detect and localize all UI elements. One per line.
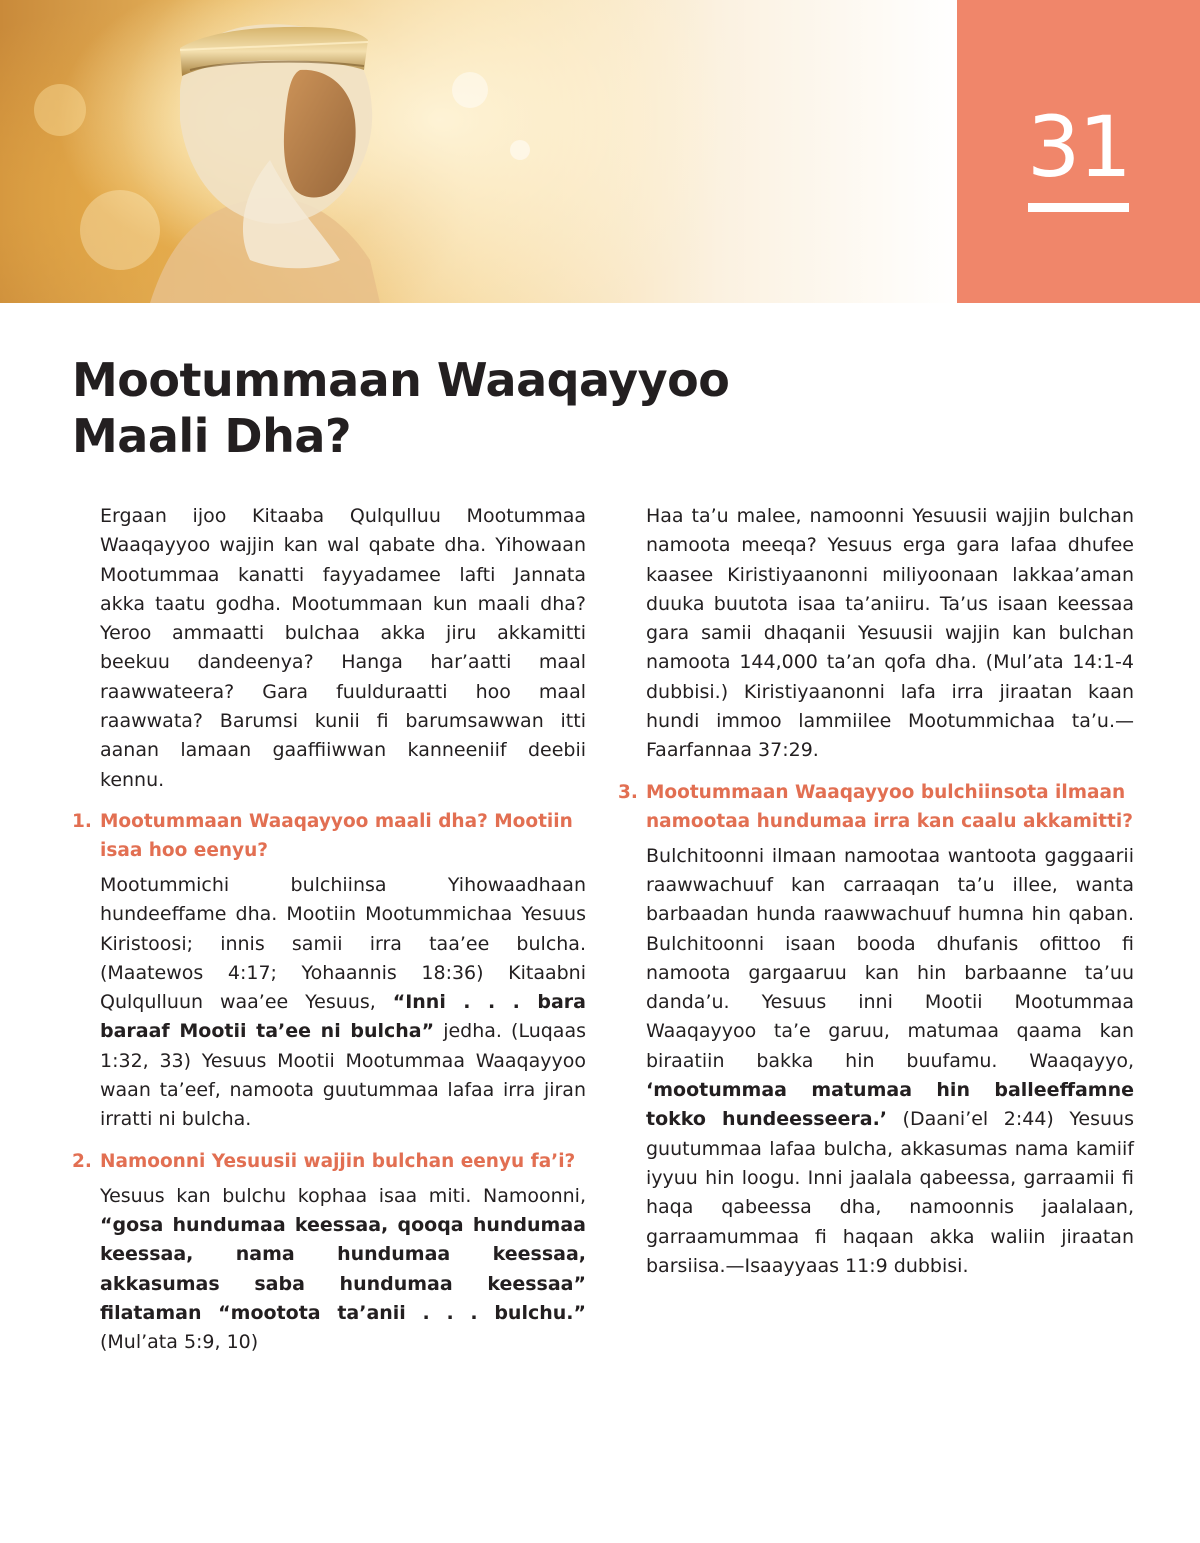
title-line-1: Mootummaan Waaqayyoo [72,353,730,407]
lesson-number: 31 [1027,98,1130,196]
question-number: 3. [618,781,638,803]
question-3-heading [618,778,1134,836]
king-illustration [0,0,957,303]
question-text: Mootummaan Waaqayyoo maali dha? Mootiin isaa hoo eenyu? [100,810,573,861]
page-title [72,352,772,464]
bold-quote: ‘mootummaa matumaa hin balleeffamne tokko hundeesseera.’ [646,1079,1134,1131]
section-3-paragraph [618,842,1134,1281]
bold-quote: “gosa hundumaa keessaa, qooqa hundumaa keessaa, nama hundumaa keessaa, akkasumas saba hundumaa keessaa” filataman “mootota ta’anii . . . bulchu.” [100,1213,586,1324]
bold-quote: “Inni . . . bara baraaf Mootii ta’ee ni bulcha” [100,991,586,1043]
badge-underline [1028,203,1129,212]
lesson-badge [957,0,1200,303]
paragraph-text: jedha. (Luqaas 1:32, 33) Yesuus Mootii Mootummaa Waaqayyoo waan ta’eef, namoota guutummaa lafaa irra jiran irratti ni bulcha. [100,1020,586,1131]
title-line-2: Maali Dha? [72,409,352,463]
paragraph-text: Yesuus kan bulchu kophaa isaa miti. Namoonni, [100,1184,586,1207]
right-column [618,502,1134,1281]
header-image [0,0,957,303]
question-number: 1. [72,810,92,832]
question-number: 2. [72,1150,92,1172]
paragraph-text: (Mul’ata 5:9, 10) [100,1331,259,1354]
left-column [72,502,586,1357]
section-2-paragraph-a [72,1182,586,1358]
paragraph-text: (Daani’el 2:44) Yesuus guutummaa lafaa bulcha, akkasumas nama kamiif iyyuu hin loogu. Inni jaalala qabeessa, garraamii fi haqa qabeessa dha, namoonnis jaalalaan, garraamummaa fi haqaan akka waliin jiraatan barsiisa.—Isaayyaas 11:9 dubbisi. [646,1108,1134,1277]
question-text: Mootummaan Waaqayyoo bulchiinsota ilmaan namootaa hundumaa irra kan caalu akkamitti? [646,781,1133,832]
section-1-paragraph [72,871,586,1135]
question-2-heading [72,1147,586,1176]
intro-paragraph: Ergaan ijoo Kitaaba Qulqulluu Mootummaa Waaqayyoo wajjin kan wal qabate dha. Yihowaan Mootummaa kanatti fayyadamee lafti Jannata akka taatu godha. Mootummaan kun maali dha? Yeroo ammaatti bulchaa akka jiru akkamitti beekuu dandeenya? Hanga har’aatti maal raawwateera? Gara fuulduraatti hoo maal raawwata? Barumsi kunii fi barumsawwan itti aanan lamaan gaaffiiwwan kanneeniif deebii kennu. [100,505,586,791]
section-2-paragraph-b: Haa ta’u malee, namoonni Yesuusii wajjin bulchan namoota meeqa? Yesuus erga gara lafaa dhufee kaasee Kiristiyaanonni miliyoonaan lakkaa’aman duuka buutota isaa ta’aniiru. Ta’us isaan keessaa gara samii dhaqanii Yesuusii wajjin kan bulchan namoota 144,000 ta’an qofa dha. (Mul’ata 14:1-4 dubbisi.) Kiristiyaanonni lafa irra jiraatan kaan hundi immoo lammiilee Mootummichaa ta’u.—Faarfannaa 37:29. [646,505,1134,762]
paragraph-text: Bulchitoonni ilmaan namootaa wantoota gaggaarii raawwachuuf kan carraaqan ta’u illee, wanta barbaadan hunda raawwachuuf humna hin qaban. Bulchitoonni isaan booda dhufanis ofittoo fi namoota gargaaruu kan hin barbaanne ta’uu danda’u. Yesuus inni Mootii Mootummaa Waaqayyoo ta’e garuu, matumaa qaama kan biraatiin bakka hin buufamu. Waaqayyo, [646,844,1134,1072]
question-text: Namoonni Yesuusii wajjin bulchan eenyu fa’i? [100,1150,576,1172]
question-1-heading [72,807,586,865]
paragraph-text: Mootummichi bulchiinsa Yihowaadhaan hundeeffame dha. Mootiin Mootummichaa Yesuus Kiristoosi; innis samii irra taa’ee bulcha. (Maatewos 4:17; Yohaannis 18:36) Kitaabni Qulqulluun waa’ee Yesuus, [100,873,586,1014]
